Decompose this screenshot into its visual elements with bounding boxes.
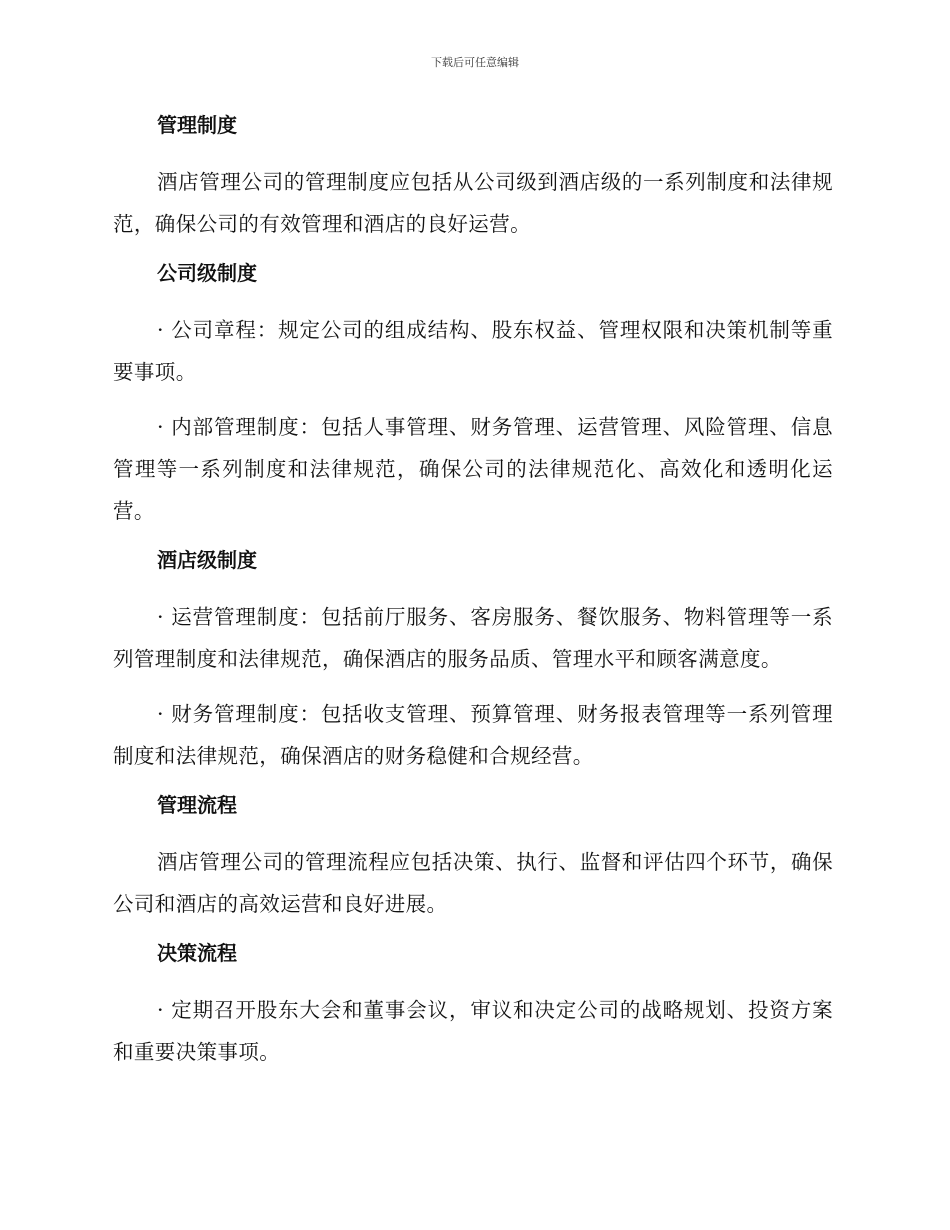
bullet-operations-management: · 运营管理制度：包括前厅服务、客房服务、餐饮服务、物料管理等一系列管理制度和法律规范，确保酒店的服务品质、管理水平和顾客满意度。 [113, 605, 833, 671]
bullet-company-charter: · 公司章程：规定公司的组成结构、股东权益、管理权限和决策机制等重要事项。 [113, 318, 833, 384]
page-header-note: 下载后可任意编辑 [431, 56, 519, 69]
bullet-financial-management: · 财务管理制度：包括收支管理、预算管理、财务报表管理等一系列管理制度和法律规范，确保酒店的财务稳健和合规经营。 [113, 702, 833, 768]
document-body [113, 110, 833, 1073]
paragraph-management-system-intro: 酒店管理公司的管理制度应包括从公司级到酒店级的一系列制度和法律规范，确保公司的有效管理和酒店的良好运营。 [113, 170, 833, 236]
section-heading-hotel-level: 酒店级制度 [157, 548, 257, 572]
section-heading-company-level: 公司级制度 [157, 261, 257, 285]
bullet-shareholder-meetings: · 定期召开股东大会和董事会议，审议和决定公司的战略规划、投资方案和重要决策事项。 [113, 998, 833, 1064]
section-heading-decision-process: 决策流程 [157, 941, 237, 965]
section-heading-management-process: 管理流程 [157, 793, 237, 817]
section-heading-management-system: 管理制度 [157, 113, 237, 137]
bullet-internal-management: · 内部管理制度：包括人事管理、财务管理、运营管理、风险管理、信息管理等一系列制度和法律规范，确保公司的法律规范化、高效化和透明化运营。 [113, 415, 833, 523]
paragraph-management-process-intro: 酒店管理公司的管理流程应包括决策、执行、监督和评估四个环节，确保公司和酒店的高效运营和良好进展。 [113, 850, 833, 916]
